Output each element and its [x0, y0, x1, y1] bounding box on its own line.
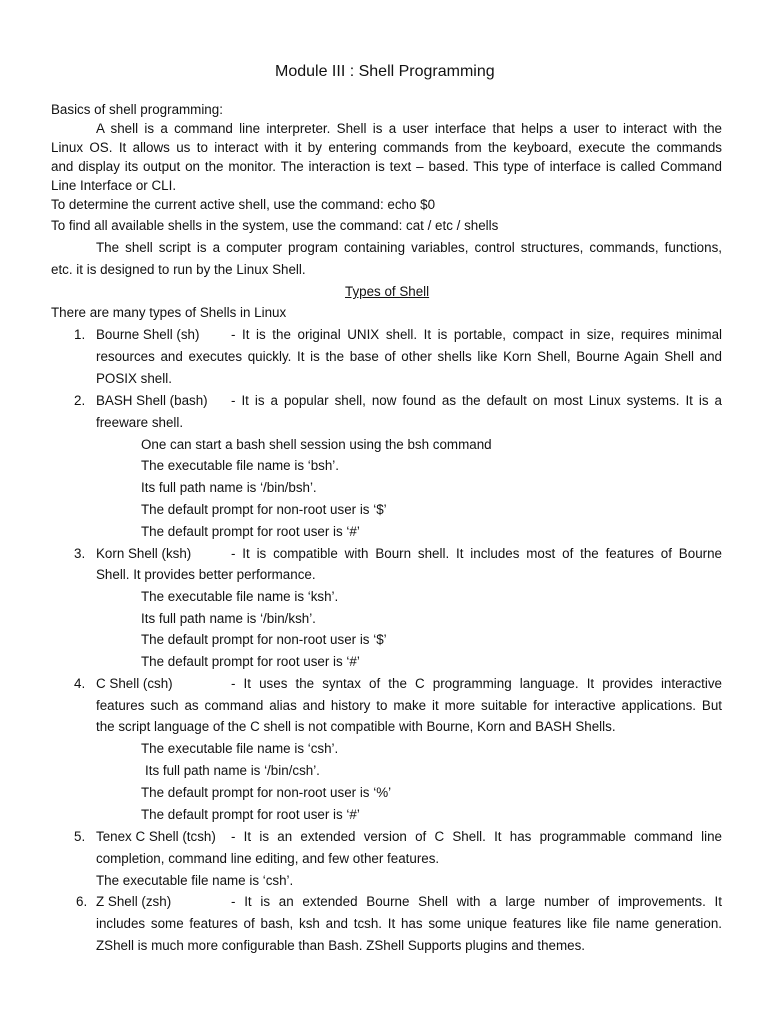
shell-desc: Shell. It provides better performance. — [96, 567, 316, 582]
shell-detail: Its full path name is ‘/bin/csh’. — [145, 763, 320, 778]
basics-para-line-3: and display its output on the monitor. The interaction is text – based. This type of interface is called Command — [51, 159, 722, 174]
shell-desc: includes some features of bash, ksh and tcsh. It has some unique features like file name generation. — [96, 916, 722, 931]
shell-detail: The default prompt for non-root user is ‘%’ — [141, 785, 392, 800]
shell-desc: - It is the original UNIX shell. It is portable, compact in size, requires minimal — [231, 327, 722, 342]
shell-name: Bourne Shell (sh) — [96, 327, 200, 342]
script-para-line-1: The shell script is a computer program containing variables, control structures, commands, functions, — [96, 240, 722, 255]
page-title: Module III : Shell Programming — [275, 63, 495, 80]
list-number: 6. — [76, 894, 88, 909]
types-intro: There are many types of Shells in Linux — [51, 305, 287, 320]
basics-para-line-1: A shell is a command line interpreter. Shell is a user interface that helps a user to interact with the — [96, 121, 722, 136]
shell-desc: resources and executes quickly. It is the base of other shells like Korn Shell, Bourne Again Shell and — [96, 349, 722, 364]
shell-desc: - It is compatible with Bourn shell. It includes most of the features of Bourne — [231, 546, 722, 561]
types-heading: Types of Shell — [345, 284, 430, 299]
list-number: 5. — [74, 829, 86, 844]
shell-desc: the script language of the C shell is not compatible with Bourne, Korn and BASH Shells. — [96, 719, 616, 734]
list-number: 1. — [74, 327, 86, 342]
shell-desc: - It uses the syntax of the C programming language. It provides interactive — [231, 676, 722, 691]
list-number: 2. — [74, 393, 86, 408]
basics-para-line-4: Line Interface or CLI. — [51, 178, 177, 193]
shell-detail: The default prompt for root user is ‘#’ — [141, 524, 360, 539]
basics-heading: Basics of shell programming: — [51, 102, 223, 117]
shell-name: BASH Shell (bash) — [96, 393, 208, 408]
shell-desc: - It is an extended version of C Shell. It has programmable command line — [231, 829, 722, 844]
shell-detail: The default prompt for non-root user is ‘$’ — [141, 502, 387, 517]
list-number: 3. — [74, 546, 86, 561]
shell-desc: The executable file name is ‘csh’. — [96, 873, 294, 888]
shell-detail: The default prompt for non-root user is ‘$’ — [141, 632, 387, 647]
list-number: 4. — [74, 676, 86, 691]
shell-detail: The default prompt for root user is ‘#’ — [141, 807, 360, 822]
shell-desc: ZShell is much more configurable than Bash. ZShell Supports plugins and themes. — [96, 938, 586, 953]
shell-name: Korn Shell (ksh) — [96, 546, 192, 561]
shell-detail: Its full path name is ‘/bin/ksh’. — [141, 611, 316, 626]
shell-name: C Shell (csh) — [96, 676, 173, 691]
shell-detail: The executable file name is ‘ksh’. — [141, 589, 339, 604]
shell-desc: features such as command alias and history to make it more suitable for interactive applications. But — [96, 698, 722, 713]
shell-detail: The executable file name is ‘bsh’. — [141, 458, 339, 473]
shell-detail: The default prompt for root user is ‘#’ — [141, 654, 360, 669]
shell-desc: - It is an extended Bourne Shell with a large number of improvements. It — [231, 894, 722, 909]
all-shells-command: To find all available shells in the system, use the command: cat / etc / shells — [51, 218, 499, 233]
current-shell-command: To determine the current active shell, use the command: echo $0 — [51, 197, 436, 212]
script-para-line-2: etc. it is designed to run by the Linux Shell. — [51, 262, 306, 277]
basics-para-line-2: Linux OS. It allows us to interact with it by entering commands from the keyboard, execute the commands — [51, 140, 722, 155]
shell-desc: completion, command line editing, and few other features. — [96, 851, 440, 866]
shell-detail: The executable file name is ‘csh’. — [141, 741, 339, 756]
shell-detail: Its full path name is ‘/bin/bsh’. — [141, 480, 317, 495]
shell-desc: POSIX shell. — [96, 371, 172, 386]
shell-desc: - It is a popular shell, now found as the default on most Linux systems. It is a — [231, 393, 722, 408]
shell-name: Z Shell (zsh) — [96, 894, 172, 909]
shell-desc: freeware shell. — [96, 415, 184, 430]
shell-name: Tenex C Shell (tcsh) — [96, 829, 216, 844]
shell-detail: One can start a bash shell session using the bsh command — [141, 437, 492, 452]
